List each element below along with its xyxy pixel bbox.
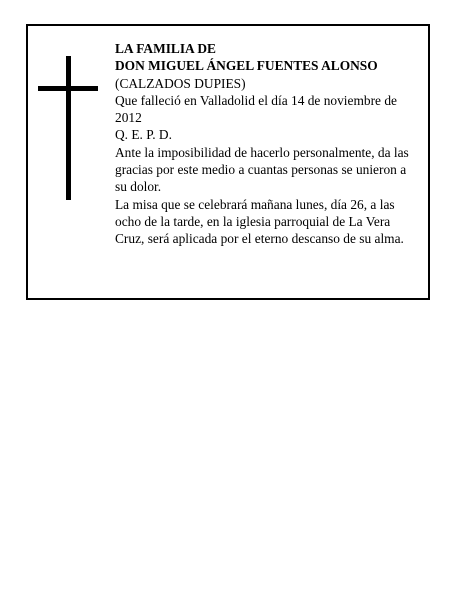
thanks-paragraph: Ante la imposibilidad de hacerlo personalmente, da las gracias por este medio a cuantas personas se unieron a su dolor. [115, 144, 409, 195]
cross-horizontal-bar [38, 86, 98, 91]
cross-vertical-bar [66, 56, 71, 200]
business-name: (CALZADOS DUPIES) [115, 75, 246, 91]
heading-family: LA FAMILIA DE [115, 41, 216, 56]
death-info: Que falleció en Valladolid el día 14 de noviembre de 2012 [115, 92, 397, 126]
latin-cross-icon [38, 56, 98, 200]
notice-text [115, 40, 417, 248]
mass-paragraph: La misa que se celebrará mañana lunes, día 26, a las ocho de la tarde, en la iglesia parroquial de La Vera Cruz, será aplicada por el eterno descanso de su alma. [115, 196, 404, 247]
obituary-notice-frame [26, 24, 430, 300]
heading-deceased-name: DON MIGUEL ÁNGEL FUENTES ALONSO [115, 58, 378, 74]
qepd-line: Q. E. P. D. [115, 127, 172, 143]
